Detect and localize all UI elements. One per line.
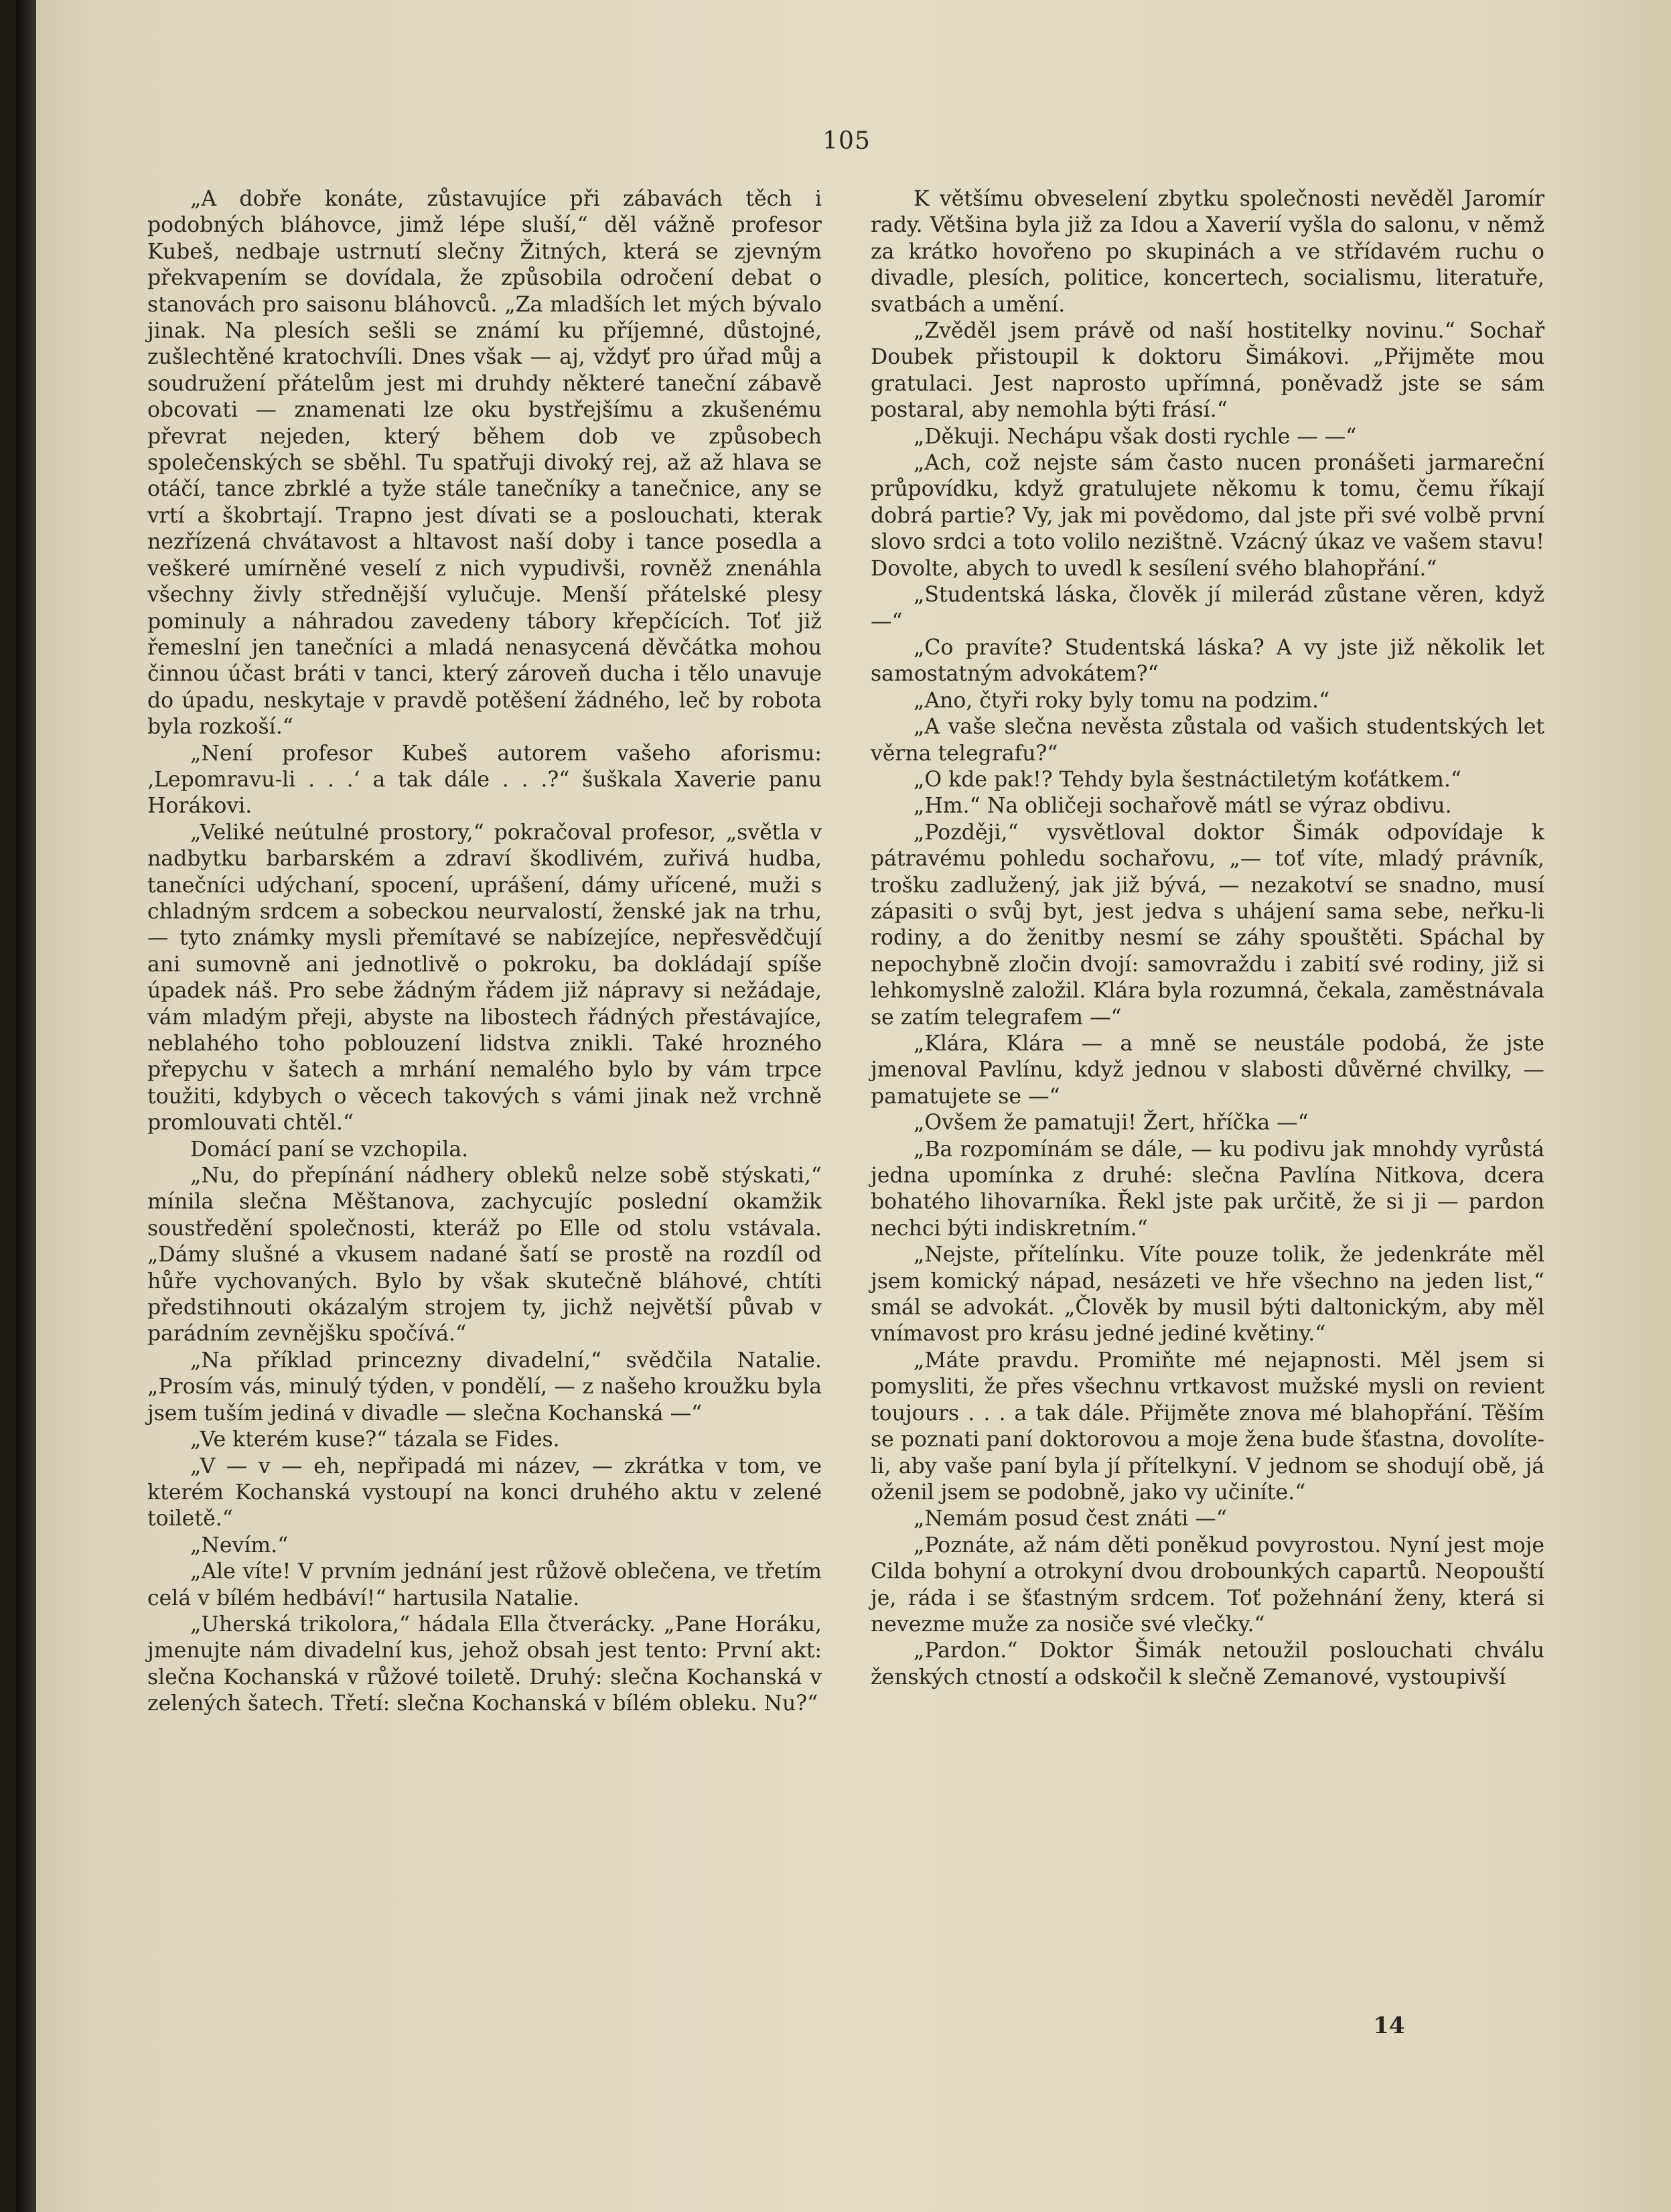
paragraph: „Není profesor Kubeš autorem vašeho aforismu: ‚Lepomravu-li . . .‘ a tak dále . . .?“ šuškala Xaverie panu Horákovi. [147,741,822,819]
page-number: 105 [822,127,871,155]
paragraph: „Studentská láska, člověk jí milerád zůstane věren, když —“ [871,583,1544,634]
signature-mark: 14 [1373,2012,1405,2039]
paragraph: „Později,“ vysvětloval doktor Šimák odpovídaje k pátravému pohledu sochařovu, „— toť víte, mladý právník, trošku zadlužený, jak již bývá, — nezakotví se snadno, musí zápasiti o svůj byt, jest jedva s uhájení sama sebe, neřku-li rodiny, a do ženitby nesmí se záhy spouštěti. Spáchal by nepochybně zločin dvojí: samovraždu i zabití své rodiny, již si lehkomyslně založil. Klára byla rozumná, čekala, zaměstnávala se zatím telegrafem —“ [871,820,1544,1030]
paragraph: „Ve kterém kuse?“ tázala se Fides. [190,1428,560,1452]
paragraph: K většímu obveselení zbytku společnosti nevěděl Jaromír rady. Většina byla již za Idou a Xaverií vyšla do salonu, v němž za krátko hovořeno po skupinách a ve střídavém ruchu o divadle, plesích, politice, koncertech, socialismu, literatuře, svatbách a umění. [871,187,1544,317]
paragraph: „Nu, do přepínání nádhery obleků nelze sobě stýskati,“ mínila slečna Měštanova, zachycujíc poslední okamžik soustředění společnosti, kteráž po Elle od stolu vstávala. „Dámy slušné a vkusem nadané šatí se prostě na rozdíl od hůře vychovaných. Bylo by však skutečně bláhové, chtíti předstihnouti okázalým strojem ty, jichž největší půvab v parádním zevnějšku spočívá.“ [147,1164,822,1346]
page-binding [16,0,36,2212]
book-page [16,0,1671,2212]
paragraph: „A vaše slečna nevěsta zůstala od vašich studentských let věrna telegrafu?“ [871,715,1544,766]
left-column [147,186,822,1718]
paragraph: „Děkuji. Nechápu však dosti rychle — —“ [914,424,1357,449]
paragraph: „Uherská trikolora,“ hádala Ella čtverácky. „Pane Horáku, jmenujte nám divadelní kus, jehož obsah jest tento: První akt: slečna Kochanská v růžové toiletě. Druhý: slečna Kochanská v zelených šatech. Třetí: slečna Kochanská v bílém obleku. Nu?“ [147,1612,822,1716]
paragraph: „Nemám posud čest znáti —“ [914,1507,1227,1531]
paragraph: „Klára, Klára — a mně se neustále podobá, že jste jmenoval Pavlínu, když jednou v slabosti důvěrné chvilky, — pamatujete se —“ [871,1032,1544,1109]
paragraph: „Veliké neútulné prostory,“ pokračoval profesor, „světla v nadbytku barbarském a zdraví škodlivém, zuřivá hudba, tanečníci udýchaní, spocení, uprášení, dámy uřícené, muži s chladným srdcem a sobeckou neurvalostí, ženské jak na trhu, — tyto známky mysli přemítavé se nabízejíce, nepřesvědčují ani sumovně ani jednotlivě o pokroku, ba dokládají spíše úpadek náš. Pro sebe žádným řádem již nápravy si nežádaje, vám mladým přeji, abyste na libostech řádných přestávajíce, neblahého toho poblouzení lidstva znikli. Také hrozného přepychu v šatech a mrhání nemalého bylo by vám trpce toužiti, kdybych o věcech takových s vámi jinak než vrchně promlouvati chtěl.“ [147,820,822,1135]
paragraph: „V — v — eh, nepřipadá mi název, — zkrátka v tom, ve kterém Kochanská vystoupí na konci druhého aktu v zelené toiletě.“ [147,1454,822,1531]
paragraph: „Pardon.“ Doktor Šimák netoužil poslouchati chválu ženských ctností a odskočil k slečně Zemanové, vystoupivší [871,1639,1544,1689]
paragraph: „Zvěděl jsem právě od naší hostitelky novinu.“ Sochař Doubek přistoupil k doktoru Šimákovi. „Přijměte mou gratulaci. Jest naprosto upřímná, poněvadž jste se sám postaral, aby nemohla býti frásí.“ [871,319,1544,423]
paragraph: „Ach, což nejste sám často nucen pronášeti jarmareční průpovídku, když gratulujete někomu k tomu, čemu říkají dobrá partie? Vy, jak mi povědomo, dal jste při své volbě první slovo srdci a toto volilo nezištně. Vzácný úkaz ve vašem stavu! Dovolte, abych to uvedl k sesílení svého blahopřání.“ [871,451,1544,581]
paragraph: „Máte pravdu. Promiňte mé nejapnosti. Měl jsem si pomysliti, že přes všechnu vrtkavost mužské mysli on revient toujours . . . a tak dále. Přijměte znova mé blahopřání. Těším se poznati paní doktorovou a moje žena bude šťastna, dovolíte-li, aby vaše paní byla jí přítelkyní. V jednom se shodují obě, já oženil jsem se podobně, jako vy učiníte.“ [871,1348,1544,1505]
paragraph: „Hm.“ Na obličeji sochařově mátl se výraz obdivu. [914,794,1452,819]
paragraph: „Poznáte, až nám děti poněkud povyrostou. Nyní jest moje Cilda bohyní a otrokyní dvou drobounkých capartů. Neopouští je, ráda i se šťastným srdcem. Toť požehnání ženy, která si nevezme muže za nosiče své vlečky.“ [871,1533,1544,1637]
paragraph: „A dobře konáte, zůstavujíce při zábavách těch i podobných bláhovce, jimž lépe sluší,“ děl vážně profesor Kubeš, nedbaje ustrnutí slečny Žitných, která se zjevným překvapením se dovídala, že způsobila odročení debat o stanovách pro saisonu bláhovců. „Za mladších let mých bývalo jinak. Na plesích sešli se známí ku příjemné, důstojné, zušlechtěné kratochvíli. Dnes však — aj, vždyť pro úřad můj a soudružení přátelům jest mi druhdy některé taneční zábavě obcovati — znamenati lze oku bystřejšímu a zkušenému převrat nejeden, který během dob ve způsobech společenských se sběhl. Tu spatřuji divoký rej, až až hlava se otáčí, tance zbrklé a tyže stále tanečníky a tanečnice, any se vrtí a škobrtají. Trapno jest dívati se a poslouchati, kterak nezřízená chvátavost a hltavost naší doby i tance posedla a veškeré umírněné veselí z nich vypudivši, rovněž znenáhla všechny živly střednější vylučuje. Menší přátelské plesy pominuly a náhradou zavedeny tábory křepčících. Toť již řemeslní jen tanečníci a mladá nenasycená děvčátka mohou činnou účast bráti v tanci, který zároveň ducha i tělo unavuje do úpadu, neskytaje v pravdě potěšení žádného, leč by robota byla rozkoší.“ [147,187,822,740]
paragraph: „Nejste, přítelínku. Víte pouze tolik, že jedenkráte měl jsem komický nápad, nesázeti ve hře všechno na jeden list,“ smál se advokát. „Člověk by musil býti daltonickým, aby měl vnímavost pro krásu jedné jediné květiny.“ [871,1243,1544,1346]
paragraph: Domácí paní se vzchopila. [190,1137,469,1162]
paragraph: „Ovšem že pamatuji! Žert, hříčka —“ [914,1111,1309,1135]
paragraph: „Nevím.“ [190,1533,289,1558]
paragraph: „Ale víte! V prvním jednání jest růžově oblečena, ve třetím celá v bílém hedbáví!“ hartusila Natalie. [147,1560,822,1610]
paragraph: „Na příklad princezny divadelní,“ svědčila Natalie. „Prosím vás, minulý týden, v pondělí, — z našeho kroužku byla jsem tuším jediná v divadle — slečna Kochanská —“ [147,1348,822,1426]
paragraph: „Ba rozpomínám se dále, — ku podivu jak mnohdy vyrůstá jedna upomínka z druhé: slečna Pavlína Nitkova, dcera bohatého lihovarníka. Řekl jste pak určitě, že si ji — pardon nechci býti indiskretním.“ [871,1137,1544,1241]
paragraph: „Ano, čtyři roky byly tomu na podzim.“ [914,688,1330,713]
paragraph: „O kde pak!? Tehdy byla šestnáctiletým koťátkem.“ [914,767,1461,792]
paragraph: „Co pravíte? Studentská láska? A vy jste již několik let samostatným advokátem?“ [871,635,1544,687]
right-column [871,186,1544,1691]
